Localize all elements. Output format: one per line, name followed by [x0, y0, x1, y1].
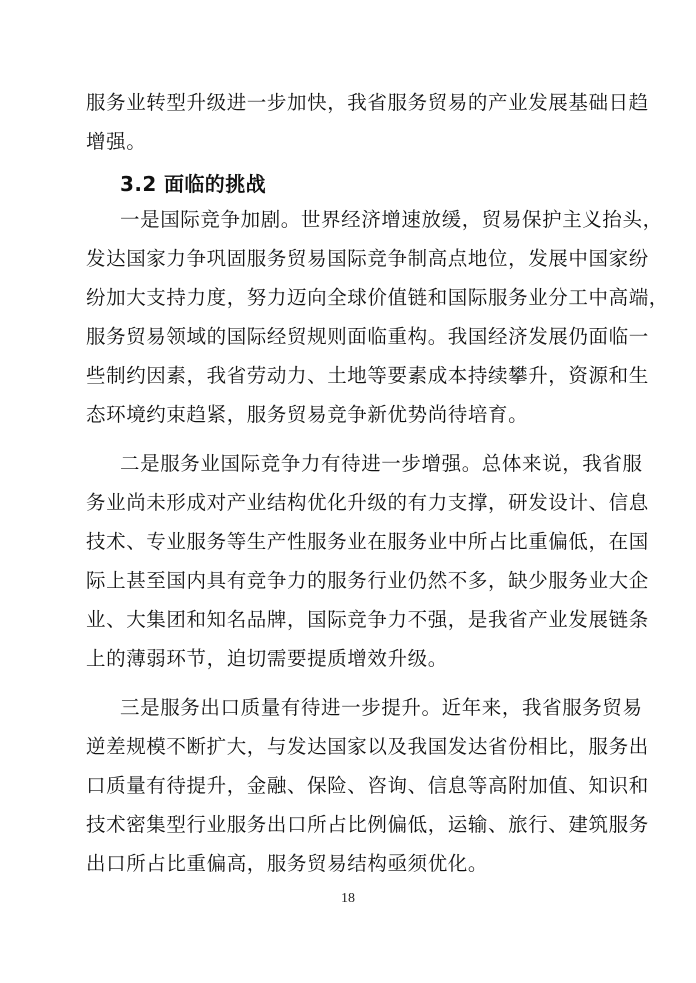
body-text-line: 三是服务出口质量有待进一步提升。近年来，我省服务贸易	[120, 696, 643, 719]
body-text-line: 一是国际竞争加剧。世界经济增速放缓，贸易保护主义抬头，	[120, 208, 663, 231]
section-heading: 3.2 面临的挑战	[120, 172, 266, 196]
body-text-line: 技术密集型行业服务出口所占比例偏低，运输、旅行、建筑服务	[86, 813, 649, 836]
body-text-line: 态环境约束趋紧，服务贸易竞争新优势尚待培育。	[86, 403, 529, 426]
body-text-line: 际上甚至国内具有竞争力的服务行业仍然不多，缺少服务业大企	[86, 569, 649, 592]
body-text-line: 逆差规模不断扩大，与发达国家以及我国发达省份相比，服务出	[86, 735, 649, 758]
body-text-line: 服务业转型升级进一步加快，我省服务贸易的产业发展基础日趋	[86, 91, 649, 114]
body-text-line: 出口所占比重偏高，服务贸易结构亟须优化。	[86, 852, 489, 875]
body-text-line: 二是服务业国际竞争力有待进一步增强。总体来说，我省服	[120, 452, 643, 475]
body-text-line: 口质量有待提升，金融、保险、咨询、信息等高附加值、知识和	[86, 774, 649, 797]
body-text-line: 增强。	[86, 130, 147, 153]
body-text-line: 服务贸易领域的国际经贸规则面临重构。我国经济发展仍面临一	[86, 325, 649, 348]
body-text-line: 技术、专业服务等生产性服务业在服务业中所占比重偏低，在国	[86, 530, 649, 553]
body-text-line: 业、大集团和知名品牌，国际竞争力不强，是我省产业发展链条	[86, 608, 649, 631]
page-number: 18	[341, 891, 355, 906]
body-text-line: 发达国家力争巩固服务贸易国际竞争制高点地位，发展中国家纷	[86, 247, 649, 270]
body-text-line: 务业尚未形成对产业结构优化升级的有力支撑，研发设计、信息	[86, 491, 649, 514]
body-text-line: 上的薄弱环节，迫切需要提质增效升级。	[86, 647, 448, 670]
body-text-line: 纷加大支持力度，努力迈向全球价值链和国际服务业分工中高端，	[86, 286, 669, 309]
body-text-line: 些制约因素，我省劳动力、土地等要素成本持续攀升，资源和生	[86, 364, 649, 387]
